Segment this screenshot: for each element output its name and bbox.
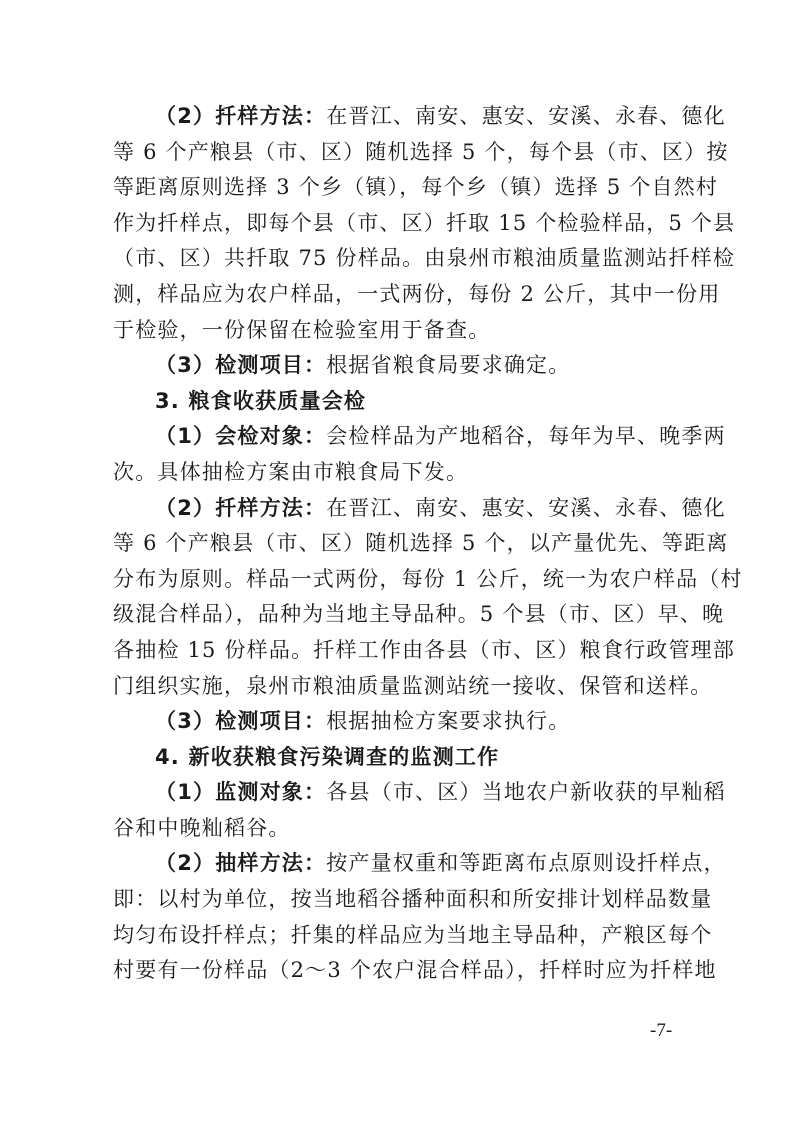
- body-text: [113, 99, 743, 989]
- page-number: -7-: [650, 1020, 673, 1041]
- paragraph-line: 均匀布设扦样点；扦集的样品应为当地主导品种，产粮区每个: [113, 922, 713, 947]
- paragraph-line: 等 6 个产粮县（市、区）随机选择 5 个，以产量优先、等距离: [113, 531, 729, 556]
- paragraph-line: [113, 704, 693, 740]
- item-label: （2）抽样方法：: [155, 851, 327, 876]
- paragraph-line: 即：以村为单位，按当地稻谷播种面积和所安排计划样品数量: [113, 887, 713, 912]
- paragraph-line: 等 6 个产粮县（市、区）随机选择 5 个，每个县（市、区）按: [113, 139, 729, 164]
- item-label: （3）检测项目：: [155, 353, 327, 378]
- text-span: 在晋江、南安、惠安、安溪、永春、德化: [326, 104, 726, 128]
- paragraph-line: [113, 348, 693, 384]
- text-span: 在晋江、南安、惠安、安溪、永春、德化: [326, 495, 726, 520]
- paragraph-line: 于检验，一份保留在检验室用于备查。: [113, 317, 491, 342]
- paragraph-line: [113, 99, 726, 135]
- paragraph-line: 村要有一份样品（2～3 个农户混合样品），扦样时应为扦样地: [113, 958, 717, 983]
- paragraph-line: [113, 491, 726, 527]
- text-span: 按产量权重和等距离布点原则设扦样点，: [326, 851, 726, 876]
- item-label: （1）监测对象：: [155, 780, 327, 805]
- paragraph-line: 次。具体抽检方案由市粮食局下发。: [113, 459, 469, 484]
- paragraph-line: 分布为原则。样品一式两份，每份 1 公斤，统一为农户样品（村: [113, 566, 743, 591]
- paragraph-line: 测，样品应为农户样品，一式两份，每份 2 公斤，其中一份用: [113, 281, 721, 306]
- item-label: （2）扦样方法：: [155, 495, 327, 520]
- paragraph-line: 各抽检 15 份样品。扦样工作由各县（市、区）粮食行政管理部: [113, 637, 736, 662]
- text-span: 各县（市、区）当地农户新收获的早籼稻: [326, 780, 726, 805]
- paragraph-line: 级混合样品），品种为当地主导品种。5 个县（市、区）早、晚: [113, 602, 725, 627]
- paragraph-line: [113, 846, 726, 882]
- paragraph-line: 作为扦样点，即每个县（市、区）扦取 15 个检验样品，5 个县: [113, 210, 736, 235]
- text-span: 会检样品为产地稻谷，每年为早、晚季两: [326, 424, 726, 449]
- item-label: （3）检测项目：: [155, 709, 327, 734]
- paragraph-line: [113, 419, 726, 455]
- section-heading: 4. 新收获粮食污染调查的监测工作: [155, 744, 500, 769]
- text-span: 根据省粮食局要求确定。: [326, 353, 571, 378]
- section-heading: 3. 粮食收获质量会检: [155, 388, 367, 413]
- paragraph-line: 门组织实施，泉州市粮油质量监测站统一接收、保管和送样。: [113, 673, 713, 698]
- text-span: 根据抽检方案要求执行。: [326, 709, 571, 734]
- paragraph-line: （市、区）共扦取 75 份样品。由泉州市粮油质量监测站扦样检: [113, 246, 736, 271]
- item-label: （2）扦样方法：: [155, 104, 327, 128]
- item-label: （1）会检对象：: [155, 424, 327, 449]
- paragraph-line: 等距离原则选择 3 个乡（镇），每个乡（镇）选择 5 个自然村: [113, 175, 719, 200]
- paragraph-line: 谷和中晚籼稻谷。: [113, 815, 291, 840]
- paragraph-line: [113, 775, 726, 811]
